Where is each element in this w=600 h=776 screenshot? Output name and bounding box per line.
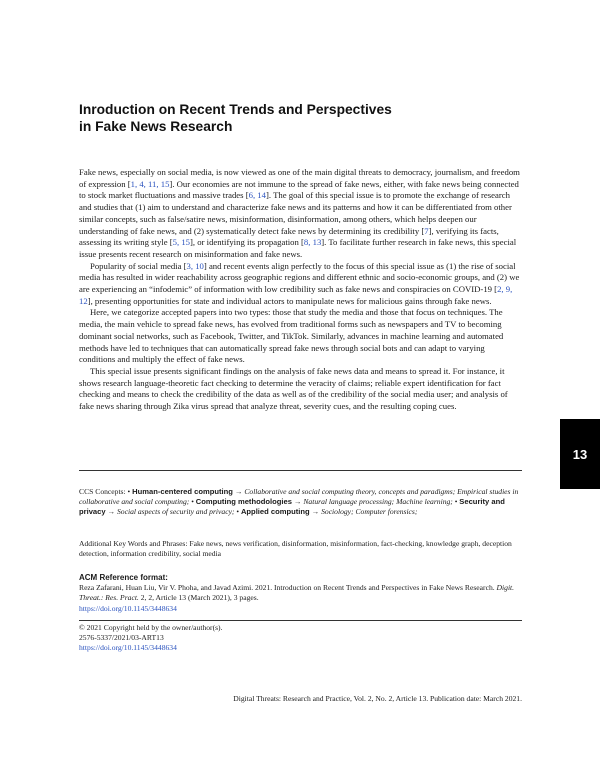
- reference-heading: ACM Reference format:: [79, 573, 168, 582]
- keywords: Additional Key Words and Phrases: Fake news, news verification, disinformation, misinformation, fact-checking, knowledge graph, deception detection, information credibility, social media: [79, 539, 512, 559]
- reference-doi-link[interactable]: https://doi.org/10.1145/3448634: [79, 603, 177, 613]
- citation-link[interactable]: 7: [424, 225, 429, 236]
- paragraph-text: This special issue presents significant findings on the analysis of fake news data and means to spread it. For instance, it shows research language-theoretic fact checking to determine the veracity of claims; reliable expert identification for fact checking and means to check the credibility of the data as well as of the credibility of the social media user; and analysis of fake news sharing through Zika virus spread that analyze threat, severity cues, and the resulting coping cues.: [79, 365, 508, 412]
- body-paragraph: [79, 167, 522, 261]
- citation-link[interactable]: 6, 14: [248, 190, 266, 201]
- paragraph-text: ]. Our economies are not immune to the spread of fake news, either, with fake news being connected to stock market fluctuations and massive trades [: [79, 178, 519, 201]
- ccs-concept-1-detail: → Collaborative and social computing theory, concepts and paradigms; Empirical studies in collaborative and social computing;: [79, 487, 519, 507]
- acm-reference: [79, 573, 522, 614]
- body-paragraph: [79, 307, 522, 366]
- paragraph-text: Fake news, especially on social media, is now viewed as one of the main digital threats to democracy, journalism, and freedom of expression [: [79, 167, 520, 189]
- citation-link[interactable]: 5, 15: [172, 237, 191, 248]
- paragraph-text: ]. The goal of this special issue is to promote the exchange of research and studies that (1) aim to understand and characterize fake news and its patterns and how it can be differentiated from other similar concepts, such as false/satire news, misinformation, disinformation, among others, which helps deepen our understanding of fake news, and (2) systematically detect fake news by determining its credibility [: [79, 190, 512, 236]
- paragraph-text: ], verifying its facts, assessing its writing style [: [79, 225, 499, 248]
- title-line-1: Inroduction on Recent Trends and Perspectives: [79, 102, 392, 117]
- issn-line: 2576-5337/2021/03-ART13: [79, 633, 164, 643]
- paragraph-text: ]. To facilitate further research in fake news, this special issue presents recent research on misinformation and fake news.: [79, 237, 517, 259]
- reference-text: Reza Zafarani, Huan Liu, Vir V. Phoha, and Javad Azimi. 2021. Introduction on Recent Trends and Perspectives in Fake News Research. Digit. Threat.: Res. Pract. 2, 2, Article 13 (March 2021), 3 pages.: [79, 583, 515, 603]
- page-footer: Digital Threats: Research and Practice, Vol. 2, No. 2, Article 13. Publication date: March 2021.: [233, 694, 522, 703]
- paragraph-text: ] and recent events align perfectly to the focus of this special issue as (1) the rise of social media has resulted in wider reachability across geographic regions and different ethnic and socio-economic groups, and (2) we are experiencing an “infodemic” of information with low credibility such as fake news and conspiracies on COVID-19 [: [79, 260, 520, 295]
- ccs-concept-4-detail: → Sociology; Computer forensics;: [309, 507, 418, 517]
- ccs-concept-2: Computing methodologies: [195, 497, 292, 507]
- ccs-concept-1: Human-centered computing: [132, 487, 233, 496]
- ccs-concept-3-detail: → Social aspects of security and privacy;: [105, 507, 235, 517]
- citation-link[interactable]: 2, 9, 12: [79, 284, 513, 306]
- body-text: [79, 167, 522, 413]
- copyright-divider: [79, 620, 522, 621]
- citation-link[interactable]: 3, 10: [186, 260, 204, 271]
- citation-link[interactable]: 8, 13: [303, 237, 322, 248]
- paragraph-text: ], or identifying its propagation [: [190, 237, 304, 248]
- title-line-2: in Fake News Research: [79, 119, 233, 134]
- journal-name: Digit. Threat.: Res. Pract.: [79, 583, 515, 603]
- copyright-line: © 2021 Copyright held by the owner/author(s).: [79, 623, 223, 632]
- ccs-concept-4: Applied computing: [240, 507, 310, 517]
- copyright-doi-link[interactable]: https://doi.org/10.1145/3448634: [79, 643, 177, 653]
- paragraph-text: Popularity of social media [: [90, 260, 187, 271]
- ccs-concept-3: Security and privacy: [79, 497, 505, 517]
- body-paragraph: [79, 261, 522, 308]
- body-paragraph: [79, 366, 522, 413]
- ccs-prefix: CCS Concepts: •: [79, 487, 133, 496]
- ccs-concepts: CCS Concepts: • Human-centered computing → Collaborative and social computing theory, concepts and paradigms; Empirical studies in collaborative and social computing; • Computing methodologies → Natural language processing; Machine learning; • Security and privacy → Social aspects of security and privacy; • Applied computing → Sociology; Computer forensics;: [79, 487, 519, 517]
- paragraph-text: ], presenting opportunities for state and individual actors to manipulate news for malicious gains through fake news.: [87, 295, 492, 306]
- article-number-tab: 13: [560, 419, 600, 489]
- paragraph-text: Here, we categorize accepted papers into two types: those that study the media and those that focus on techniques. The media, the main vehicle to spread fake news, has evolved from traditional forms such as newspapers and TV to becoming dominant social networks, such as Facebook, Twitter, and TikTok. Similarly, advances in machine learning and automated methods have led to techniques that can automatically spread fake news through social bots and can adapt to varying conditions and multiply the effect of fake news.: [79, 307, 504, 365]
- copyright-block: [79, 623, 522, 654]
- paper-title: [79, 101, 499, 135]
- section-divider: [79, 470, 522, 471]
- citation-link[interactable]: 1, 4, 11, 15: [130, 178, 170, 189]
- ccs-concept-2-detail: → Natural language processing; Machine learning;: [291, 497, 453, 507]
